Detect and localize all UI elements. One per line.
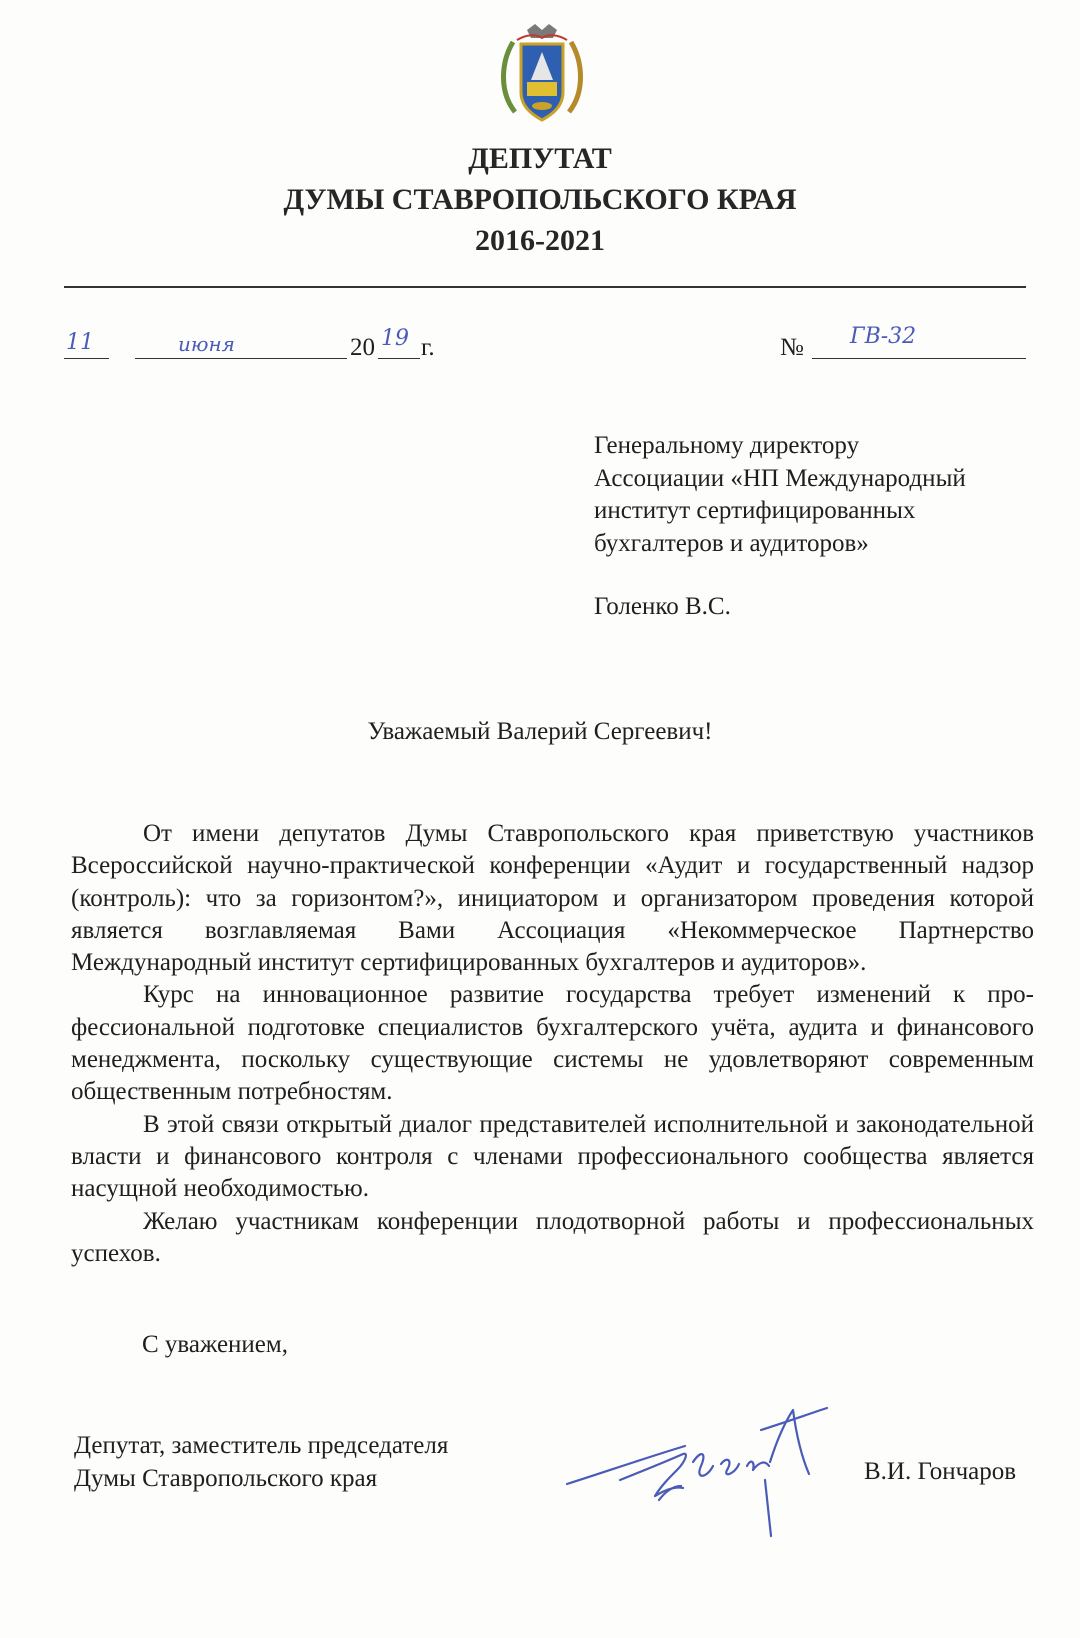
body-paragraph: Желаю участникам конференции плодотворной работы и профессиональных успехов.	[71, 1207, 1034, 1267]
addressee-line: институт сертифицированных	[594, 497, 916, 524]
coat-of-arms-emblem	[497, 22, 587, 126]
body-paragraph: Курс на инновационное развитие государства требует изменений к профессиональной подготовке специалистов бухгалтерского учёта, аудита и финансового менеджмента, поскольку существующие системы не удовлетворяют современным общественным потребностям.	[71, 981, 1034, 1106]
number-underline	[812, 332, 1026, 359]
letter-body	[71, 818, 1034, 1270]
addressee-name: Голенко В.С.	[594, 593, 731, 620]
closing: С уважением,	[142, 1331, 288, 1358]
addressee-line: бухгалтеров и аудиторов»	[594, 529, 869, 557]
date-month-underline	[135, 332, 347, 359]
date-day: 11	[66, 330, 94, 355]
addressee-line: Генеральному директору	[594, 432, 860, 459]
letterhead-term: 2016-2021	[475, 224, 605, 257]
letterhead-divider	[64, 286, 1026, 288]
date-year-prefix: 20	[350, 334, 375, 361]
signer-title-line: Думы Ставропольского края	[74, 1464, 378, 1492]
letterhead-organization: ДУМЫ СТАВРОПОЛЬСКОГО КРАЯ	[283, 183, 797, 216]
number-sign: №	[780, 334, 804, 361]
salutation: Уважаемый Валерий Сергеевич!	[367, 718, 713, 745]
body-paragraph: В этой связи открытый диалог представителей исполнительной и законодательной власти и финансового контроля с членами профессионального сообщества является насущной необходимостью.	[71, 1110, 1034, 1203]
addressee-block	[594, 430, 1034, 560]
signer-name: В.И. Гончаров	[864, 1458, 1017, 1485]
addressee-line: Ассоциации «НП Международный	[594, 464, 966, 492]
date-year-suffix: г.	[421, 334, 435, 361]
body-paragraph: От имени депутатов Думы Ставропольского края приветствую участников Всероссийской научно-практической конференции «Аудит и государственный надзор (контроль): что за горизонтом?», инициатором и организатором проведения которой является возглавляемая Вами Ассоциация «Некоммерческое Партнерство Международный институт сертифицированных бухгалтеров и аудиторов».	[71, 820, 1034, 977]
signer-title-line: Депутат, заместитель председателя	[74, 1432, 449, 1459]
date-year-digits: 19	[381, 326, 409, 351]
letterhead-title: ДЕПУТАТ	[468, 142, 612, 175]
signer-title	[74, 1430, 448, 1495]
document-number: ГВ-32	[850, 324, 917, 349]
handwritten-signature	[565, 1400, 840, 1540]
date-month: июня	[178, 332, 235, 356]
